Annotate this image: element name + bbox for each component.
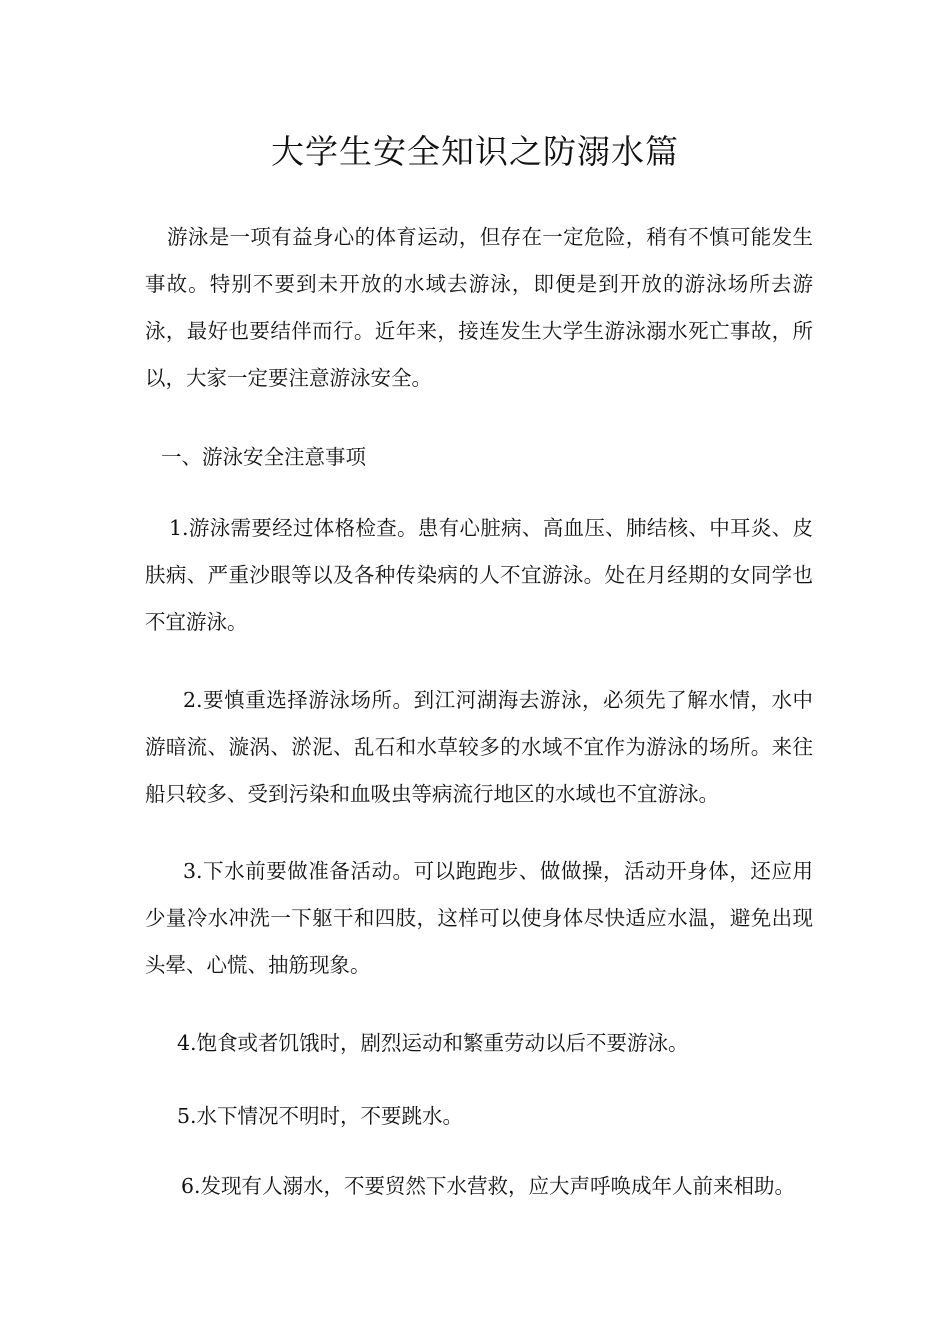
list-item-4: 4.饱食或者饥饿时，剧烈运动和繁重劳动以后不要游泳。 <box>177 1031 689 1055</box>
list-item-1: 1.游泳需要经过体格检查。患有心脏病、高血压、肺结核、中耳炎、皮肤病、严重沙眼等以及各种传染病的人不宜游泳。处在月经期的女同学也不宜游泳。 <box>145 516 813 634</box>
section-heading: 一、游泳安全注意事项 <box>161 445 366 469</box>
list-item-2: 2.要慎重选择游泳场所。到江河湖海去游泳，必须先了解水情，水中游暗流、漩涡、淤泥、乱石和水草较多的水域不宜作为游泳的场所。来往船只较多、受到污染和血吸虫等病流行地区的水域也不宜游泳。 <box>145 688 813 806</box>
list-item-5: 5.水下情况不明时，不要跳水。 <box>177 1104 464 1128</box>
document-title: 大学生安全知识之防溺水篇 <box>271 132 679 171</box>
list-item-3: 3.下水前要做准备活动。可以跑跑步、做做操，活动开身体，还应用少量冷水冲洗一下躯干和四肢，这样可以使身体尽快适应水温，避免出现头晕、心慌、抽筋现象。 <box>145 859 813 977</box>
intro-paragraph: 游泳是一项有益身心的体育运动，但存在一定危险，稍有不慎可能发生事故。特别不要到未开放的水域去游泳，即便是到开放的游泳场所去游泳，最好也要结伴而行。近年来，接连发生大学生游泳溺水死亡事故，所以，大家一定要注意游泳安全。 <box>145 225 813 390</box>
list-item-6: 6.发现有人溺水，不要贸然下水营救，应大声呼唤成年人前来相助。 <box>181 1174 796 1198</box>
